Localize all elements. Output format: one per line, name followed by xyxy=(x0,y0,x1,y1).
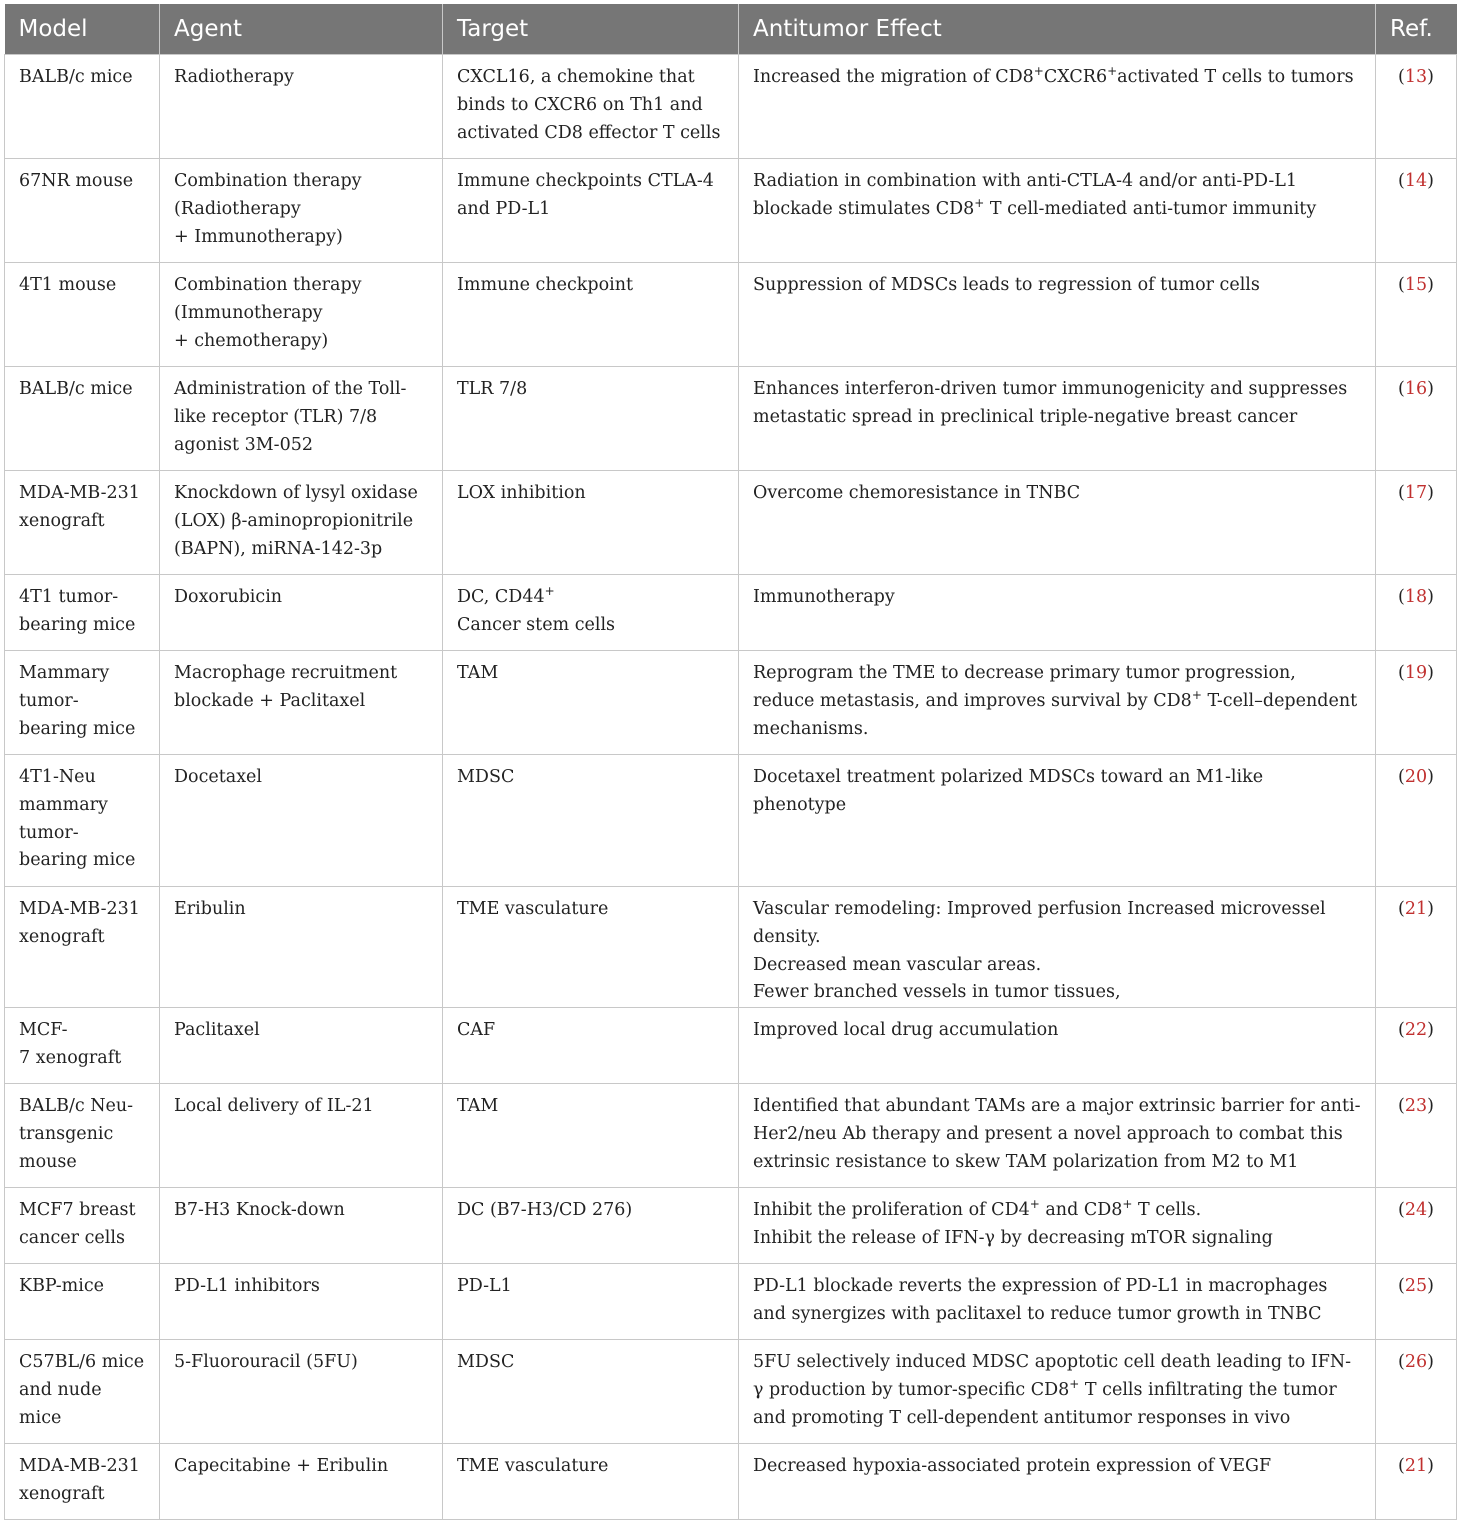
cell-target: DC (B7-H3/CD 276) xyxy=(443,1188,739,1264)
header-agent: Agent xyxy=(160,4,443,55)
cell-ref: (21) xyxy=(1376,887,1457,1008)
cell-antitumor-effect: Enhances interferon-driven tumor immunogenicity and suppresses metastatic spread in preclinical triple-negative breast cancer xyxy=(739,367,1376,471)
cell-agent: Radiotherapy xyxy=(160,55,443,159)
cell-antitumor-effect: Vascular remodeling: Improved perfusion Increased microvessel density. Decreased mean vascular areas. Fewer branched vessels in tumor tissues, xyxy=(739,887,1376,1008)
ref-link[interactable]: 16 xyxy=(1404,379,1428,399)
table-header xyxy=(5,4,1457,55)
cell-model: 4T1-Neu mammary tumor-bearing mice xyxy=(5,755,160,887)
cell-model: BALB/c mice xyxy=(5,367,160,471)
cell-target: CAF xyxy=(443,1008,739,1084)
results-table xyxy=(4,4,1457,1520)
table-row xyxy=(5,1264,1457,1340)
ref-link[interactable]: 23 xyxy=(1404,1096,1428,1117)
ref-link[interactable]: 24 xyxy=(1404,1200,1428,1221)
header-antitumor-effect: Antitumor Effect xyxy=(739,4,1376,55)
cell-model: Mammary tumor-bearing mice xyxy=(5,651,160,755)
cell-agent: PD-L1 inhibitors xyxy=(160,1264,443,1340)
ref-link[interactable]: 14 xyxy=(1404,171,1428,191)
cell-antitumor-effect: 5FU selectively induced MDSC apoptotic cell death leading to IFN-γ production by tumor-specific CD8+ T cells infiltrating the tumor and promoting T cell-dependent antitumor responses in vivo xyxy=(739,1340,1376,1444)
cell-target: TLR 7/8 xyxy=(443,367,739,471)
cell-antitumor-effect: PD-L1 blockade reverts the expression of PD-L1 in macrophages and synergizes with paclitaxel to reduce tumor growth in TNBC xyxy=(739,1264,1376,1340)
table-row xyxy=(5,887,1457,1008)
cell-target: TAM xyxy=(443,651,739,755)
cell-model: 4T1 tumor-bearing mice xyxy=(5,575,160,651)
cell-ref: (16) xyxy=(1376,367,1457,471)
cell-antitumor-effect: Identified that abundant TAMs are a major extrinsic barrier for anti-Her2/neu Ab therapy and present a novel approach to combat this extrinsic resistance to skew TAM polarization from M2 to M1 xyxy=(739,1084,1376,1188)
table-row xyxy=(5,367,1457,471)
ref-link[interactable]: 22 xyxy=(1404,1020,1428,1041)
cell-target: DC, CD44+ Cancer stem cells xyxy=(443,575,739,651)
cell-agent: Administration of the Toll-like receptor (TLR) 7/8 agonist 3M-052 xyxy=(160,367,443,471)
cell-agent: 5-Fluorouracil (5FU) xyxy=(160,1340,443,1444)
cell-model: MCF- 7 xenograft xyxy=(5,1008,160,1084)
cell-target: MDSC xyxy=(443,1340,739,1444)
cell-antitumor-effect: Radiation in combination with anti-CTLA-4 and/or anti-PD-L1 blockade stimulates CD8+ T cell-mediated anti-tumor immunity xyxy=(739,159,1376,263)
header-ref: Ref. xyxy=(1376,4,1457,55)
ref-link[interactable]: 25 xyxy=(1404,1276,1428,1297)
header-row xyxy=(5,4,1457,55)
cell-ref: (19) xyxy=(1376,651,1457,755)
cell-model: MDA-MB-231 xenograft xyxy=(5,1444,160,1520)
ref-link[interactable]: 26 xyxy=(1404,1352,1428,1373)
table-row xyxy=(5,651,1457,755)
cell-agent: Paclitaxel xyxy=(160,1008,443,1084)
cell-ref: (13) xyxy=(1376,55,1457,159)
cell-agent: B7-H3 Knock-down xyxy=(160,1188,443,1264)
cell-agent: Macrophage recruitment blockade + Paclitaxel xyxy=(160,651,443,755)
ref-link[interactable]: 17 xyxy=(1404,483,1428,503)
table-row xyxy=(5,575,1457,651)
cell-model: 4T1 mouse xyxy=(5,263,160,367)
cell-agent: Knockdown of lysyl oxidase (LOX) β-aminopropionitrile (BAPN), miRNA-142-3p xyxy=(160,471,443,575)
ref-link[interactable]: 15 xyxy=(1404,275,1428,295)
ref-link[interactable]: 13 xyxy=(1404,67,1428,87)
table-row xyxy=(5,1188,1457,1264)
cell-ref: (17) xyxy=(1376,471,1457,575)
cell-target: Immune checkpoint xyxy=(443,263,739,367)
cell-agent: Combination therapy (Immunotherapy + chemotherapy) xyxy=(160,263,443,367)
table-row xyxy=(5,1340,1457,1444)
cell-agent: Docetaxel xyxy=(160,755,443,887)
cell-model: BALB/c Neu-transgenic mouse xyxy=(5,1084,160,1188)
table-row xyxy=(5,263,1457,367)
cell-ref: (18) xyxy=(1376,575,1457,651)
table-row xyxy=(5,55,1457,159)
ref-link[interactable]: 19 xyxy=(1404,663,1428,683)
cell-target: LOX inhibition xyxy=(443,471,739,575)
cell-ref: (25) xyxy=(1376,1264,1457,1340)
cell-ref: (21) xyxy=(1376,1444,1457,1520)
table-row xyxy=(5,159,1457,263)
cell-ref: (23) xyxy=(1376,1084,1457,1188)
cell-model: MCF7 breast cancer cells xyxy=(5,1188,160,1264)
cell-ref: (24) xyxy=(1376,1188,1457,1264)
table-body xyxy=(5,55,1457,1520)
table-row xyxy=(5,1008,1457,1084)
cell-target: Immune checkpoints CTLA-4 and PD-L1 xyxy=(443,159,739,263)
cell-antitumor-effect: Immunotherapy xyxy=(739,575,1376,651)
cell-antitumor-effect: Docetaxel treatment polarized MDSCs toward an M1-like phenotype xyxy=(739,755,1376,887)
ref-link[interactable]: 18 xyxy=(1404,587,1428,607)
table-row xyxy=(5,1444,1457,1520)
cell-model: MDA-MB-231 xenograft xyxy=(5,471,160,575)
cell-target: MDSC xyxy=(443,755,739,887)
cell-antitumor-effect: Reprogram the TME to decrease primary tumor progression, reduce metastasis, and improves survival by CD8+ T-cell–dependent mechanisms. xyxy=(739,651,1376,755)
cell-model: C57BL/6 mice and nude mice xyxy=(5,1340,160,1444)
header-target: Target xyxy=(443,4,739,55)
cell-target: CXCL16, a chemokine that binds to CXCR6 on Th1 and activated CD8 effector T cells xyxy=(443,55,739,159)
cell-agent: Local delivery of IL-21 xyxy=(160,1084,443,1188)
ref-link[interactable]: 21 xyxy=(1404,899,1428,919)
cell-antitumor-effect: Decreased hypoxia-associated protein expression of VEGF xyxy=(739,1444,1376,1520)
header-model: Model xyxy=(5,4,160,55)
cell-antitumor-effect: Suppression of MDSCs leads to regression of tumor cells xyxy=(739,263,1376,367)
cell-agent: Eribulin xyxy=(160,887,443,1008)
cell-agent: Capecitabine + Eribulin xyxy=(160,1444,443,1520)
cell-ref: (20) xyxy=(1376,755,1457,887)
cell-ref: (26) xyxy=(1376,1340,1457,1444)
cell-target: TME vasculature xyxy=(443,1444,739,1520)
cell-model: BALB/c mice xyxy=(5,55,160,159)
cell-target: PD-L1 xyxy=(443,1264,739,1340)
table-row xyxy=(5,471,1457,575)
cell-model: MDA-MB-231 xenograft xyxy=(5,887,160,1008)
cell-agent: Combination therapy (Radiotherapy + Immunotherapy) xyxy=(160,159,443,263)
cell-antitumor-effect: Improved local drug accumulation xyxy=(739,1008,1376,1084)
cell-ref: (14) xyxy=(1376,159,1457,263)
ref-link[interactable]: 20 xyxy=(1404,767,1428,787)
cell-model: 67NR mouse xyxy=(5,159,160,263)
table-row xyxy=(5,1084,1457,1188)
ref-link[interactable]: 21 xyxy=(1404,1456,1428,1477)
cell-target: TAM xyxy=(443,1084,739,1188)
cell-ref: (22) xyxy=(1376,1008,1457,1084)
cell-antitumor-effect: Overcome chemoresistance in TNBC xyxy=(739,471,1376,575)
cell-target: TME vasculature xyxy=(443,887,739,1008)
cell-antitumor-effect: Increased the migration of CD8+CXCR6+activated T cells to tumors xyxy=(739,55,1376,159)
cell-agent: Doxorubicin xyxy=(160,575,443,651)
cell-antitumor-effect: Inhibit the proliferation of CD4+ and CD8+ T cells. Inhibit the release of IFN-γ by decreasing mTOR signaling xyxy=(739,1188,1376,1264)
table-row xyxy=(5,755,1457,887)
cell-ref: (15) xyxy=(1376,263,1457,367)
cell-model: KBP-mice xyxy=(5,1264,160,1340)
